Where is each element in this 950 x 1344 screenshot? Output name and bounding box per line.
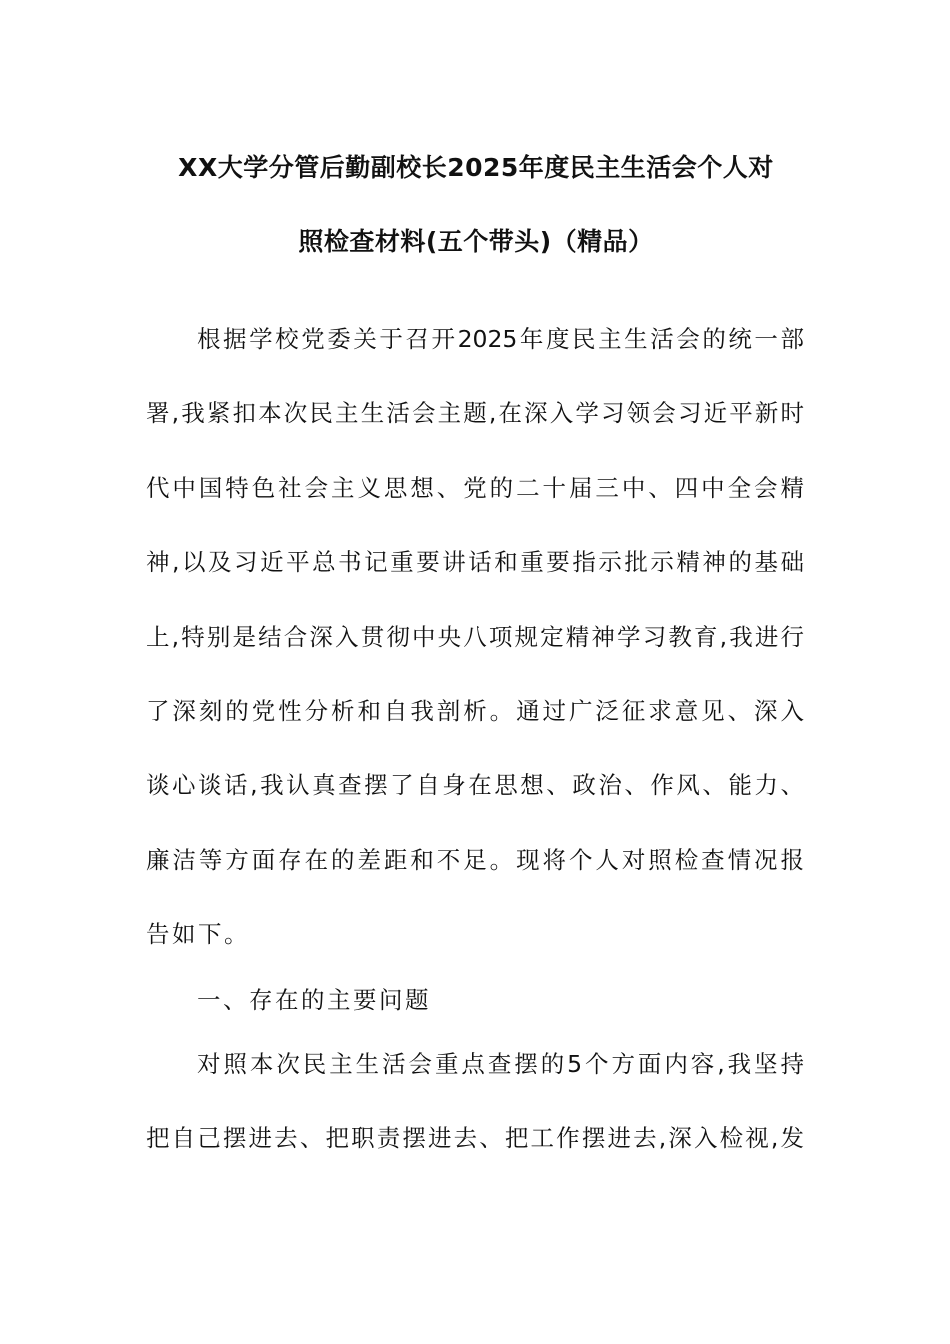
paragraph-line: 上,特别是结合深入贯彻中央八项规定精神学习教育,我进行 [146, 623, 804, 651]
paragraph-line: 对照本次民主生活会重点查摆的5个方面内容,我坚持 [197, 1050, 804, 1078]
document-title-line-1: XX大学分管后勤副校长2025年度民主生活会个人对 [178, 153, 774, 182]
paragraph-line: 神,以及习近平总书记重要讲话和重要指示批示精神的基础 [146, 548, 804, 576]
paragraph-line: 了深刻的党性分析和自我剖析。通过广泛征求意见、深入 [146, 697, 804, 725]
paragraph-line: 根据学校党委关于召开2025年度民主生活会的统一部 [197, 325, 804, 353]
paragraph-line: 署,我紧扣本次民主生活会主题,在深入学习领会习近平新时 [146, 399, 804, 427]
section-heading: 一、存在的主要问题 [197, 986, 431, 1014]
paragraph-line: 告如下。 [146, 920, 250, 948]
paragraph-line: 代中国特色社会主义思想、党的二十届三中、四中全会精 [146, 474, 804, 502]
paragraph-line: 把自己摆进去、把职责摆进去、把工作摆进去,深入检视,发 [146, 1124, 804, 1152]
paragraph-line: 廉洁等方面存在的差距和不足。现将个人对照检查情况报 [146, 846, 804, 874]
document-title-line-2: 照检查材料(五个带头)（精品） [298, 227, 654, 256]
paragraph-line: 谈心谈话,我认真查摆了自身在思想、政治、作风、能力、 [146, 771, 804, 799]
